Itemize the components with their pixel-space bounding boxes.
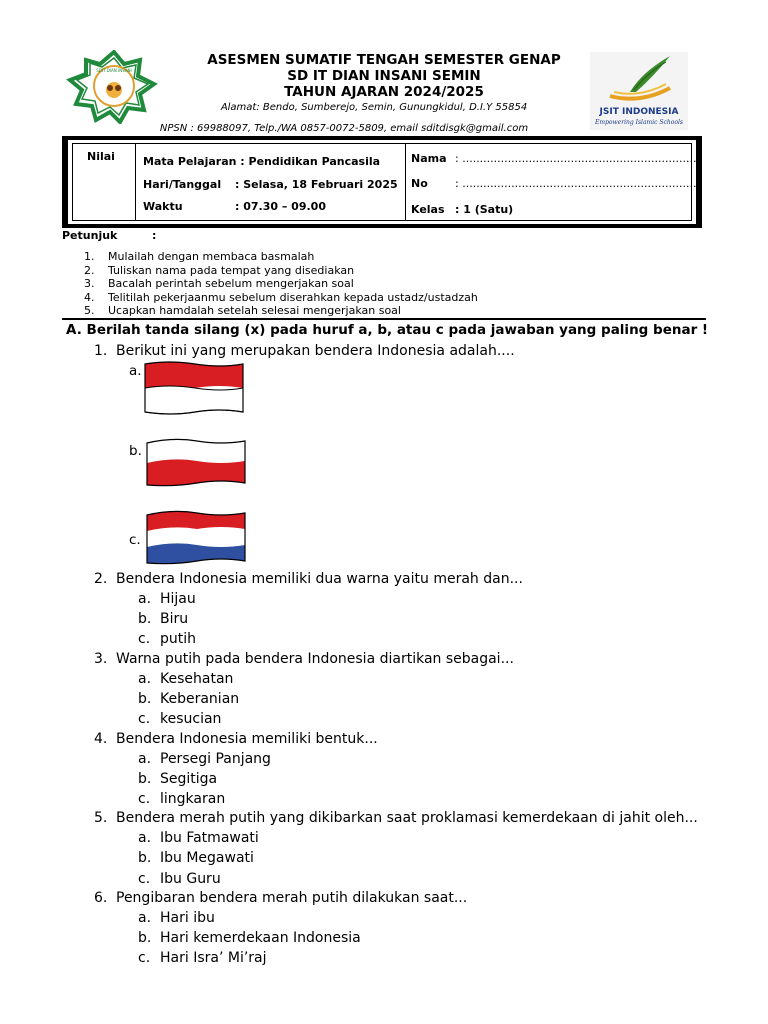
logo-right-title: JSIT INDONESIA [599, 107, 679, 117]
list-item: 3. Bacalah perintah sebelum mengerjakan soal [84, 277, 354, 290]
mapel-text: Mata Pelajaran : Pendidikan Pancasila [143, 155, 381, 168]
question-4: 4. Bendera Indonesia memiliki bentuk... [94, 731, 378, 747]
nilai-label: Nilai [87, 150, 115, 163]
question-2: 2. Bendera Indonesia memiliki dua warna yaitu merah dan... [94, 571, 523, 587]
option-5b[interactable]: b. Ibu Megawati [138, 850, 254, 866]
list-item: 4. Telitilah pekerjaanmu sebelum diserahkan kepada ustadz/ustadzah [84, 290, 478, 304]
option-4b[interactable]: b. Segitiga [138, 771, 218, 787]
question-5: 5. Bendera merah putih yang dikibarkan saat proklamasi kemerdekaan di jahit oleh... [94, 810, 698, 826]
option-2b[interactable]: b. Biru [138, 611, 189, 627]
option-letter[interactable]: b. [129, 443, 142, 459]
petunjuk-colon: : [152, 229, 157, 242]
kelas-value: : 1 (Satu) [455, 203, 514, 216]
logo-right-tagline: Empowering Islamic Schools [595, 119, 683, 126]
option-3c[interactable]: c. kesucian [138, 711, 222, 727]
option-letter[interactable]: a. [129, 363, 142, 379]
question-1: 1. Berikut ini yang merupakan bendera Indonesia adalah.... [94, 343, 515, 359]
option-3a[interactable]: a. Kesehatan [138, 671, 234, 687]
question-6: 6. Pengibaran bendera merah putih dilakukan saat... [94, 890, 468, 906]
option-3b[interactable]: b. Keberanian [138, 691, 240, 707]
option-6a[interactable]: a. Hari ibu [138, 910, 215, 926]
option-5c[interactable]: c. Ibu Guru [138, 871, 221, 887]
flag-option-a[interactable] [143, 360, 247, 420]
option-4c[interactable]: c. lingkaran [138, 791, 226, 807]
petunjuk-label: Petunjuk [62, 229, 118, 242]
kelas-label: Kelas [411, 203, 445, 216]
no-field[interactable]: : .................................................................... [455, 177, 700, 190]
petunjuk-list [84, 250, 478, 318]
nama-label: Nama [411, 152, 447, 165]
header-contact: NPSN : 69988097, Telp./WA 0857-0072-5809, email sditdisgk@gmail.com [159, 123, 529, 134]
option-6b[interactable]: b. Hari kemerdekaan Indonesia [138, 930, 361, 946]
option-2a[interactable]: a. Hijau [138, 591, 196, 607]
waktu-value: : 07.30 – 09.00 [235, 200, 326, 213]
flag-option-c[interactable] [145, 509, 249, 571]
header-year: TAHUN AJARAN 2024/2025 [284, 84, 484, 100]
nama-field[interactable]: : .................................................................... [455, 152, 700, 165]
option-5a[interactable]: a. Ibu Fatmawati [138, 830, 259, 846]
waktu-label: Waktu [143, 200, 183, 213]
header-school: SD IT DIAN INSANI SEMIN [287, 68, 481, 84]
header-address: Alamat: Bendo, Sumberejo, Semin, Gunungkidul, D.I.Y 55854 [220, 102, 528, 113]
list-item: 5. Ucapkan hamdalah setelah selesai mengerjakan soal [84, 304, 401, 317]
logo-left-text: SDIT DIAN INSANI [96, 68, 132, 73]
option-2c[interactable]: c. putih [138, 631, 197, 647]
option-letter[interactable]: c. [129, 532, 141, 548]
hari-label: Hari/Tanggal [143, 178, 222, 191]
section-a-instruction: A. Berilah tanda silang (x) pada huruf a, b, atau c pada jawaban yang paling benar ! [66, 322, 709, 338]
divider [62, 318, 706, 320]
info-box [62, 136, 702, 228]
option-6c[interactable]: c. Hari Isra’ Mi’raj [138, 950, 267, 966]
no-label: No [411, 177, 428, 190]
option-4a[interactable]: a. Persegi Panjang [138, 751, 271, 767]
question-3: 3. Warna putih pada bendera Indonesia diartikan sebagai... [94, 651, 514, 667]
hari-value: : Selasa, 18 Februari 2025 [235, 178, 398, 191]
header-title: ASESMEN SUMATIF TENGAH SEMESTER GENAP [207, 52, 561, 68]
list-item: 2. Tuliskan nama pada tempat yang disediakan [84, 263, 355, 277]
list-item: 1. Mulailah dengan membaca basmalah [84, 250, 315, 263]
flag-option-b[interactable] [145, 437, 249, 491]
